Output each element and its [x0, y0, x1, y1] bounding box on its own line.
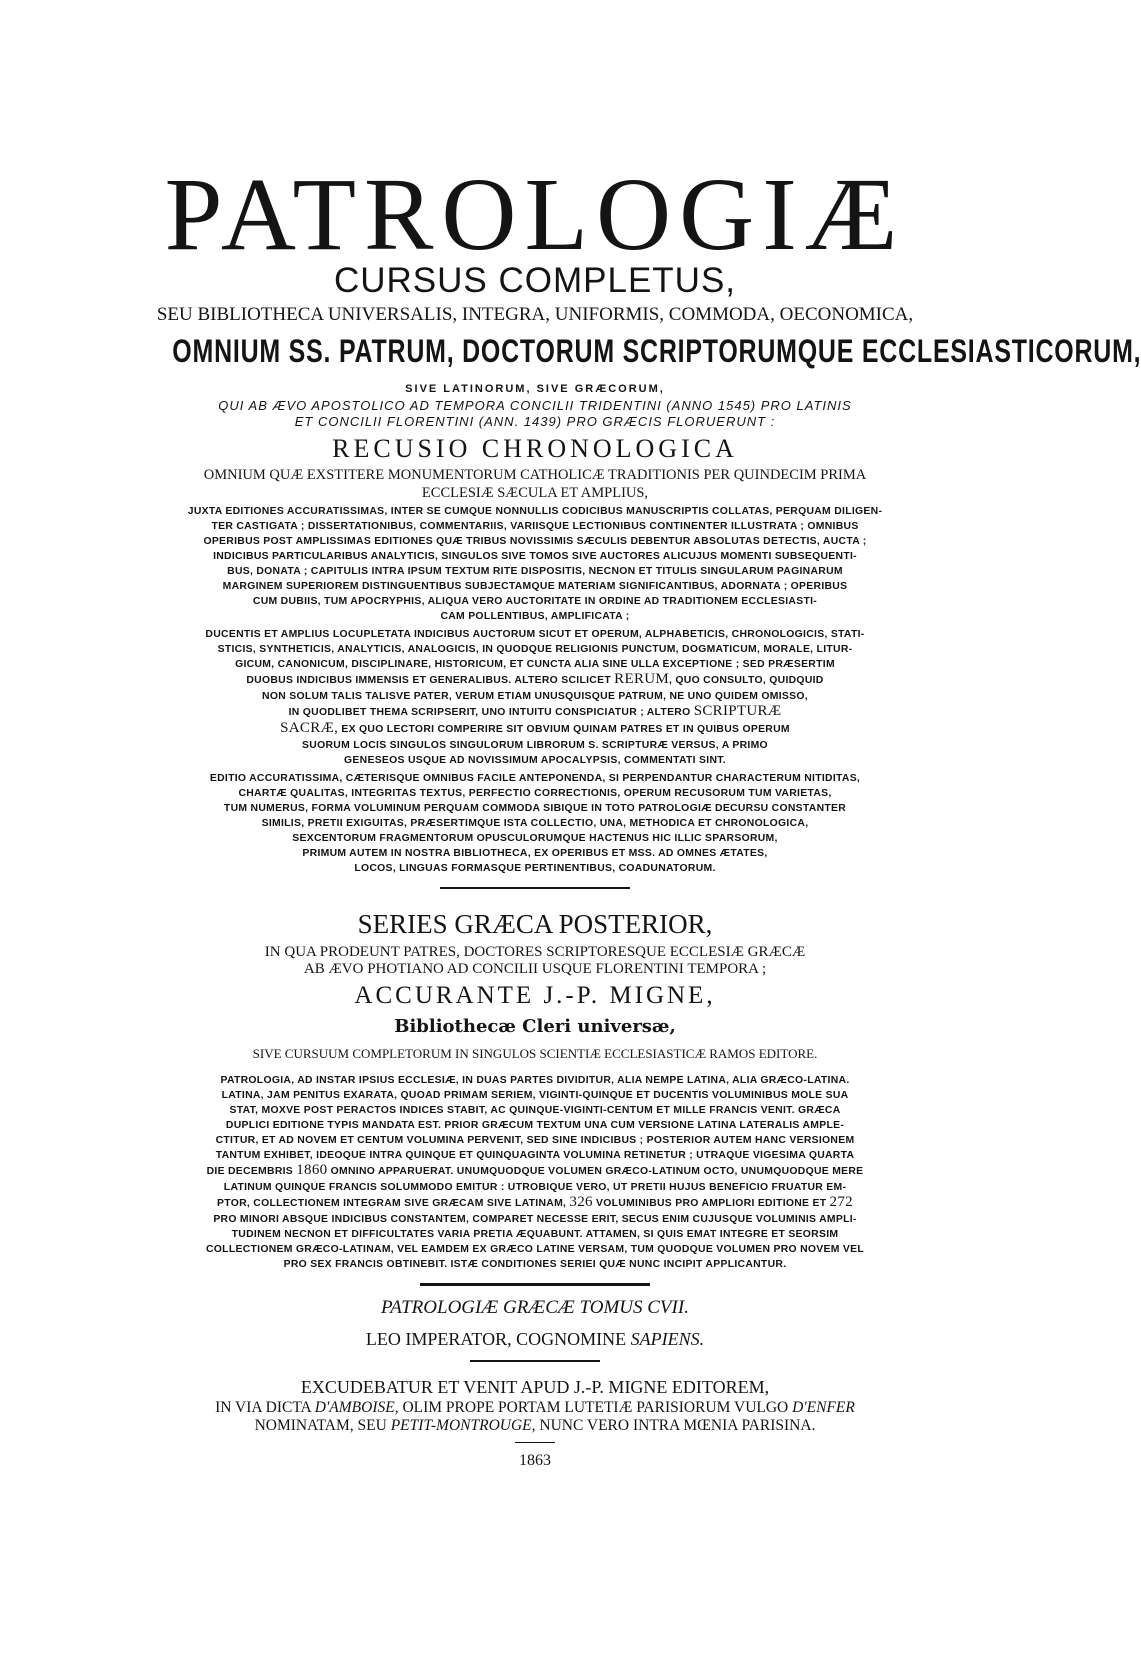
- block4-line: DUPLICI EDITIONE TYPIS MANDATA EST. PRIOR GRÆCUM TEXTUM UNA CUM VERSIONE LATINA LATERALIS AMPLE-: [225, 1120, 845, 1131]
- block4-line: LATINA, JAM PENITUS EXARATA, QUOAD PRIMAM SERIEM, VIGINTI-QUINQUE ET DUCENTIS VOLUMINIBUS MOLE SUA: [221, 1090, 849, 1101]
- omnium-quae-line-2: ECCLESIÆ SÆCULA ET AMPLIUS,: [421, 485, 649, 501]
- tomus-line: PATROLOGIÆ GRÆCÆ TOMUS CVII.: [381, 1297, 689, 1318]
- block2-line: NON SOLUM TALIS TALISVE PATER, VERUM ETIAM UNUSQUISQUE PATRUM, NE UNO QUIDEM OMISSO,: [262, 691, 808, 702]
- block3-line: LOCOS, LINGUAS FORMASQUE PERTINENTIBUS, COADUNATORUM.: [354, 863, 716, 874]
- divider: [470, 1360, 600, 1362]
- divider: [420, 1283, 650, 1286]
- block1-line: TER CASTIGATA ; DISSERTATIONIBUS, COMMENTARIIS, VARIISQUE LECTIONIBUS CONTINENTER ILLUSTRATA ; OMNIBUS: [211, 521, 859, 532]
- block3-line: CHARTÆ QUALITAS, INTEGRITAS TEXTUS, PERFECTIO CORRECTIONIS, OPERUM RECUSORUM TUM VARIETAS,: [238, 788, 832, 799]
- block4-line: TANTUM EXHIBET, IDEOQUE INTRA QUINQUE ET QUINQUAGINTA VOLUMINA RETINETUR ; UTRAQUE VIGESIMA QUARTA: [215, 1150, 855, 1161]
- block4-line-volumes: PTOR, COLLECTIONEM INTEGRAM SIVE GRÆCAM SIVE LATINAM, 326 VOLUMINIBUS PRO AMPLIORI EDITIONE ET 272: [217, 1194, 853, 1210]
- cursuum-line: SIVE CURSUUM COMPLETORUM IN SINGULOS SCIENTIÆ ECCLESIASTICÆ RAMOS EDITORE.: [252, 1046, 818, 1061]
- volumes-272: 272: [829, 1194, 853, 1210]
- block1-line: BUS, DONATA ; CAPITULIS INTRA IPSUM TEXTUM RITE DISPOSITIS, NECNON ET TITULIS SINGULARUM PAGINARUM: [227, 566, 843, 577]
- qui-line-1: QUI AB ÆVO APOSTOLICO AD TEMPORA CONCILII TRIDENTINI (ANNO 1545) PRO LATINIS: [218, 398, 852, 413]
- scripturae-word: SCRIPTURÆ: [693, 703, 782, 719]
- block2-line: GICUM, CANONICUM, DISCIPLINARE, HISTORICUM, ET CUNCTA ALIA SINE ULLA EXCEPTIONE ; SED PRÆSERTIM: [235, 659, 835, 670]
- block2-line: STICIS, SYNTHETICIS, ANALYTICIS, ANALOGICIS, IN QUODQUE RELIGIONIS PUNCTUM, DOGMATICUM, MORALE, LITUR-: [217, 644, 853, 655]
- block1-line: JUXTA EDITIONES ACCURATISSIMAS, INTER SE CUMQUE NONNULLIS CODICIBUS MANUSCRIPTIS COLLATAS, PERQUAM DILIGEN-: [187, 506, 883, 517]
- block1-line: CAM POLLENTIBUS, AMPLIFICATA ;: [440, 611, 630, 622]
- block4-line: PRO MINORI ABSQUE INDICIBUS CONSTANTEM, COMPARET NECESSE ERIT, SECUS ENIM CUJUSQUE VOLUMINIS AMPLI-: [213, 1214, 857, 1225]
- block2-line: SUORUM LOCIS SINGULOS SINGULORUM LIBRORUM S. SCRIPTURÆ VERSUS, A PRIMO: [302, 740, 768, 751]
- block4-line-1860: DIE DECEMBRIS 1860 OMNINO APPARUERAT. UNUMQUODQUE VOLUMEN GRÆCO-LATINUM OCTO, UNUMQUODQUE MERE: [206, 1162, 864, 1178]
- omnium-line: OMNIUM SS. PATRUM, DOCTORUM SCRIPTORUMQUE ECCLESIASTICORUM,: [172, 333, 1141, 369]
- block3-line: PRIMUM AUTEM IN NOSTRA BIBLIOTHECA, EX OPERIBUS ET MSS. AD OMNES ÆTATES,: [302, 848, 768, 859]
- year-1860: 1860: [296, 1162, 328, 1178]
- volumes-326: 326: [569, 1194, 593, 1210]
- in-qua-line-1: IN QUA PRODEUNT PATRES, DOCTORES SCRIPTORESQUE ECCLESIÆ GRÆCÆ: [264, 944, 806, 960]
- block3-line: SIMILIS, PRETII EXIGUITAS, PRÆSERTIMQUE ISTA COLLECTIO, UNA, METHODICA ET CHRONOLOGICA,: [261, 818, 809, 829]
- rerum-word: RERUM: [614, 671, 670, 687]
- block2-line-rerum: DUOBUS INDICIBUS IMMENSIS ET GENERALIBUS. ALTERO SCILICET RERUM, QUO CONSULTO, QUIDQUID: [246, 671, 824, 687]
- divider: [440, 887, 630, 889]
- publication-year: 1863: [519, 1452, 551, 1469]
- subtitle: CURSUS COMPLETUS,: [333, 261, 737, 300]
- block4-line: PATROLOGIA, AD INSTAR IPSIUS ECCLESIÆ, IN DUAS PARTES DIVIDITUR, ALIA NEMPE LATINA, ALIA GRÆCO-LATINA.: [220, 1075, 850, 1086]
- omnium-quae-line-1: OMNIUM QUÆ EXSTITERE MONUMENTORUM CATHOLICÆ TRADITIONIS PER QUINDECIM PRIMA: [203, 467, 867, 483]
- seu-line: SEU BIBLIOTHECA UNIVERSALIS, INTEGRA, UNIFORMIS, COMMODA, OECONOMICA,: [156, 304, 914, 325]
- block2-line: GENESEOS USQUE AD NOVISSIMUM APOCALYPSIS, COMMENTATI SINT.: [344, 755, 726, 766]
- block3-line: EDITIO ACCURATISSIMA, CÆTERISQUE OMNIBUS FACILE ANTEPONENDA, SI PERPENDANTUR CHARACTERUM NITIDITAS,: [209, 773, 861, 784]
- block1-line: OPERIBUS POST AMPLISSIMAS EDITIONES QUÆ TRIBUS NOVISSIMIS SÆCULIS DEBENTUR ABSOLUTAS DETECTIS, AUCTA ;: [203, 536, 867, 547]
- block3-line: TUM NUMERUS, FORMA VOLUMINUM PERQUAM COMMODA SIBIQUE IN TOTO PATROLOGIÆ DECURSU CONSTANTER: [223, 803, 847, 814]
- recusio-heading: RECUSIO CHRONOLOGICA: [332, 434, 738, 463]
- sacrae-word: SACRÆ,: [280, 720, 339, 736]
- main-title: PATROLOGIÆ: [164, 157, 906, 272]
- block1-line: MARGINEM SUPERIOREM DISTINGUENTIBUS SUBJECTAMQUE MATERIAM SIGNIFICANTIBUS, ADORNATA ; OPERIBUS: [222, 581, 848, 592]
- block2-line: DUCENTIS ET AMPLIUS LOCUPLETATA INDICIBUS AUCTORUM SICUT ET OPERUM, ALPHABETICIS, CHRONOLOGICIS, STATI-: [205, 629, 865, 640]
- block1-line: INDICIBUS PARTICULARIBUS ANALYTICIS, SINGULOS SIVE TOMOS SIVE AUCTORES ALICUJUS MOMENTI SUBSEQUENTI-: [213, 551, 857, 562]
- block4-line: TUDINEM NECNON ET DIFFICULTATES VARIA PRETIA ÆQUABUNT. ATTAMEN, SI QUIS EMAT INTEGRE ET SEORSIM: [231, 1229, 839, 1240]
- excudebatur-line: EXCUDEBATUR ET VENIT APUD J.-P. MIGNE EDITOREM,: [300, 1377, 770, 1397]
- leo-line: LEO IMPERATOR, COGNOMINE SAPIENS.: [365, 1329, 705, 1349]
- block3-line: SEXCENTORUM FRAGMENTORUM OPUSCULORUMQUE HACTENUS HIC ILLIC SPARSORUM,: [292, 833, 778, 844]
- via-line-2: NOMINATAM, SEU PETIT-MONTROUGE, NUNC VERO INTRA MŒNIA PARISINA.: [254, 1417, 816, 1434]
- in-qua-line-2: AB ÆVO PHOTIANO AD CONCILII USQUE FLORENTINI TEMPORA ;: [303, 961, 767, 977]
- accurante-line: ACCURANTE J.-P. MIGNE,: [354, 982, 716, 1009]
- via-line-1: IN VIA DICTA D'AMBOISE, OLIM PROPE PORTAM LUTETIÆ PARISIORUM VULGO D'ENFER: [215, 1399, 855, 1416]
- block4-line: PRO SEX FRANCIS OBTINEBIT. ISTÆ CONDITIONES SERIEI QUÆ NUNC INCIPIT APPLICANTUR.: [283, 1259, 787, 1270]
- block4-line: STAT, MOXVE POST PERACTOS INDICES STABIT, AC QUINQUE-VIGINTI-CENTUM ET MILLE FRANCIS VENIT. GRÆCA: [229, 1105, 841, 1116]
- bibliotheca-line: Bibliothecæ Cleri universæ,: [394, 1016, 676, 1037]
- qui-line-2: ET CONCILII FLORENTINI (ANN. 1439) PRO GRÆCIS FLORUERUNT :: [294, 414, 776, 429]
- block1-line: CUM DUBIIS, TUM APOCRYPHIS, ALIQUA VERO AUCTORITATE IN ORDINE AD TRADITIONEM ECCLESIASTI-: [252, 596, 818, 607]
- block4-line: LATINUM QUINQUE FRANCIS SOLUMMODO EMITUR : UTROBIQUE VERO, UT PRETII HUJUS BENEFICIO FRUATUR EM-: [223, 1182, 847, 1193]
- sive-line: SIVE LATINORUM, SIVE GRÆCORUM,: [405, 383, 665, 395]
- series-heading: SERIES GRÆCA POSTERIOR,: [357, 909, 713, 939]
- divider: [515, 1442, 555, 1443]
- block4-line: COLLECTIONEM GRÆCO-LATINAM, VEL EAMDEM EX GRÆCO LATINE VERSAM, TUM QUODQUE VOLUMEN PRO NOVEM VEL: [205, 1244, 865, 1255]
- block2-line-scripturae: IN QUODLIBET THEMA SCRIPSERIT, UNO INTUITU CONSPICIATUR ; ALTERO SCRIPTURÆ: [288, 703, 782, 719]
- block2-line-sacrae: SACRÆ, EX QUO LECTORI COMPERIRE SIT OBVIUM QUINAM PATRES ET IN QUIBUS OPERUM: [280, 720, 790, 736]
- block4-line: CTITUR, ET AD NOVEM ET CENTUM VOLUMINA PERVENIT, SED SINE INDICIBUS ; POSTERIOR AUTEM HANC VERSIONEM: [215, 1135, 855, 1146]
